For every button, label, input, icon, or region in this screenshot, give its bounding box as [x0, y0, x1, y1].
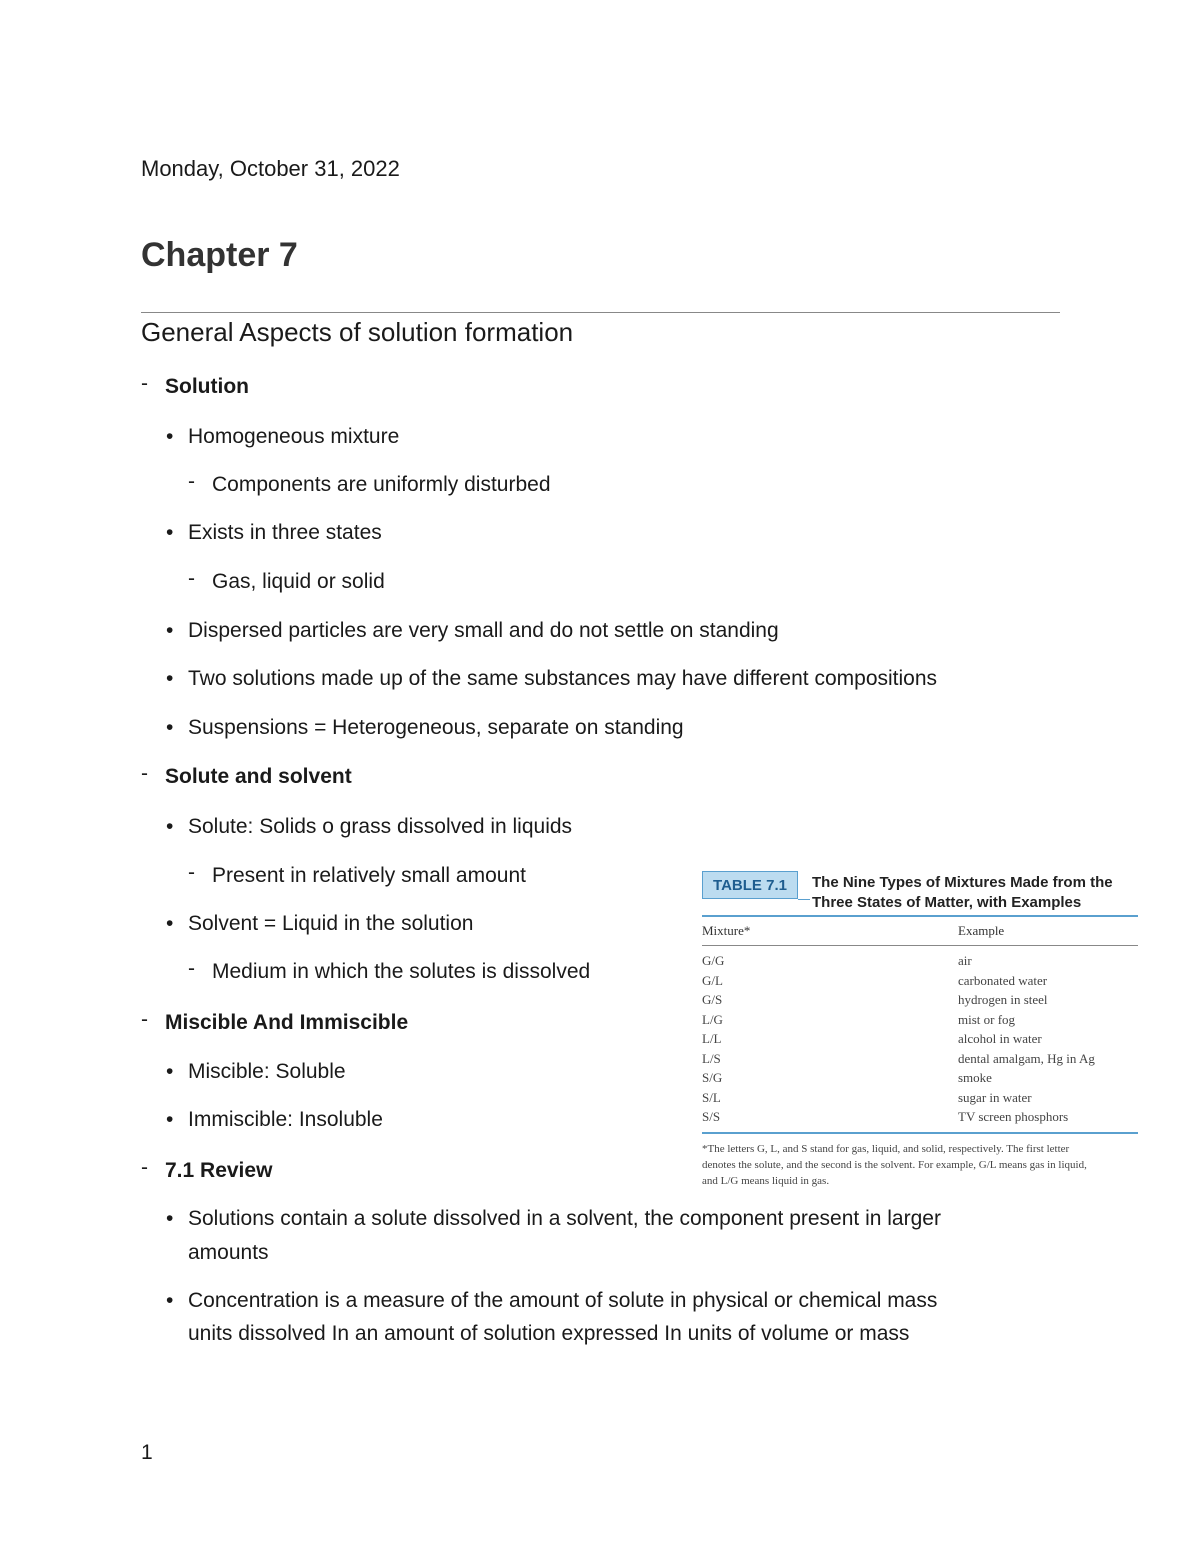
outline-heading-solute-solvent: Solute and solvent [165, 765, 352, 788]
outline-heading-review: 7.1 Review [165, 1159, 273, 1182]
badge-connector [798, 899, 810, 900]
cell-example: sugar in water [958, 1089, 1032, 1105]
column-header-mixture: Mixture* [702, 923, 751, 938]
cell-mixture: G/S [702, 992, 723, 1007]
outline-item: Solutions contain a solute dissolved in a solvent, the component present in larger [188, 1207, 941, 1230]
table-title: The Nine Types of Mixtures Made from the Three States of Matter, with Examples [812, 874, 1113, 911]
bullet-marker: • [166, 425, 174, 448]
table-body [702, 953, 1138, 1129]
dash-marker: - [141, 1156, 148, 1179]
cell-mixture: L/S [702, 1050, 721, 1066]
cell-example: mist or fog [958, 1011, 1016, 1027]
page-number: 1 [141, 1441, 153, 1464]
outline-item: Two solutions made up of the same substances may have different compositions [188, 667, 938, 690]
table-header [702, 869, 1138, 913]
bullet-marker: • [166, 716, 174, 739]
dash-marker: - [141, 762, 148, 785]
dash-marker: - [188, 861, 195, 884]
bullet-marker: • [166, 619, 174, 642]
section-title: General Aspects of solution formation [141, 317, 574, 347]
table-row [702, 1012, 1138, 1032]
table-bottom-rule [702, 1132, 1138, 1134]
outline-subitem: Present in relatively small amount [212, 864, 526, 887]
table-top-rule [702, 915, 1138, 917]
outline-heading-solution: Solution [165, 375, 249, 398]
outline-item: Concentration is a measure of the amount of solute in physical or chemical mass [188, 1289, 938, 1312]
table-row [702, 973, 1138, 993]
outline-item: Exists in three states [188, 521, 382, 544]
bullet-marker: • [166, 1108, 174, 1131]
cell-mixture: S/G [702, 1070, 723, 1085]
table-row [702, 1090, 1138, 1110]
bullet-marker: • [166, 1060, 174, 1083]
table-badge: TABLE 7.1 [702, 871, 798, 899]
dash-marker: - [141, 1008, 148, 1031]
bullet-marker: • [166, 1207, 174, 1230]
cell-mixture: G/G [702, 953, 725, 968]
dash-marker: - [141, 372, 148, 395]
chapter-title: Chapter 7 [141, 236, 298, 274]
table-row [702, 1109, 1138, 1129]
outline-item: Homogeneous mixture [188, 425, 400, 448]
cell-example: alcohol in water [958, 1031, 1042, 1046]
column-header-example: Example [958, 923, 1005, 938]
outline-item: Immiscible: Insoluble [188, 1108, 383, 1131]
table-row [702, 1070, 1138, 1090]
cell-mixture: L/G [702, 1011, 723, 1027]
table-row [702, 1051, 1138, 1071]
cell-example: hydrogen in steel [958, 992, 1048, 1007]
bullet-marker: • [166, 912, 174, 935]
table-row [702, 992, 1138, 1012]
outline-item: Dispersed particles are very small and do not settle on standing [188, 619, 779, 642]
dash-marker: - [188, 470, 195, 493]
table-header-rule [702, 945, 1138, 946]
cell-mixture: G/L [702, 972, 723, 988]
cell-example: smoke [958, 1070, 992, 1085]
bullet-marker: • [166, 1289, 174, 1312]
outline-item-continuation: amounts [188, 1241, 269, 1264]
outline-subitem: Gas, liquid or solid [212, 570, 385, 593]
bullet-marker: • [166, 815, 174, 838]
table-row [702, 1031, 1138, 1051]
bullet-marker: • [166, 667, 174, 690]
outline-subitem: Medium in which the solutes is dissolved [212, 960, 591, 983]
outline-item: Solute: Solids o grass dissolved in liquids [188, 815, 573, 838]
bullet-marker: • [166, 521, 174, 544]
cell-example: TV screen phosphors [958, 1109, 1069, 1124]
table-row [702, 953, 1138, 973]
title-divider [141, 312, 1060, 313]
cell-mixture: S/S [702, 1109, 721, 1124]
outline-item: Miscible: Soluble [188, 1060, 346, 1083]
table-footnote: *The letters G, L, and S stand for gas, liquid, and solid, respectively. The first letter denotes the solute, and the second is the solvent. For example, G/L means gas in liquid, and L/G means liquid in gas. [702, 1143, 1087, 1187]
cell-example: dental amalgam, Hg in Ag [958, 1050, 1095, 1066]
outline-heading-miscible: Miscible And Immiscible [165, 1011, 409, 1034]
dash-marker: - [188, 957, 195, 980]
outline-item: Suspensions = Heterogeneous, separate on standing [188, 716, 684, 739]
outline-item: Solvent = Liquid in the solution [188, 912, 474, 935]
dash-marker: - [188, 567, 195, 590]
note-date: Monday, October 31, 2022 [141, 156, 400, 181]
mixtures-table-figure [702, 869, 1138, 1187]
cell-mixture: L/L [702, 1031, 722, 1046]
cell-example: air [958, 953, 972, 968]
outline-item-continuation: units dissolved In an amount of solution expressed In units of volume or mass [188, 1322, 910, 1345]
cell-mixture: S/L [702, 1089, 721, 1105]
cell-example: carbonated water [958, 972, 1048, 988]
outline-subitem: Components are uniformly disturbed [212, 473, 551, 496]
